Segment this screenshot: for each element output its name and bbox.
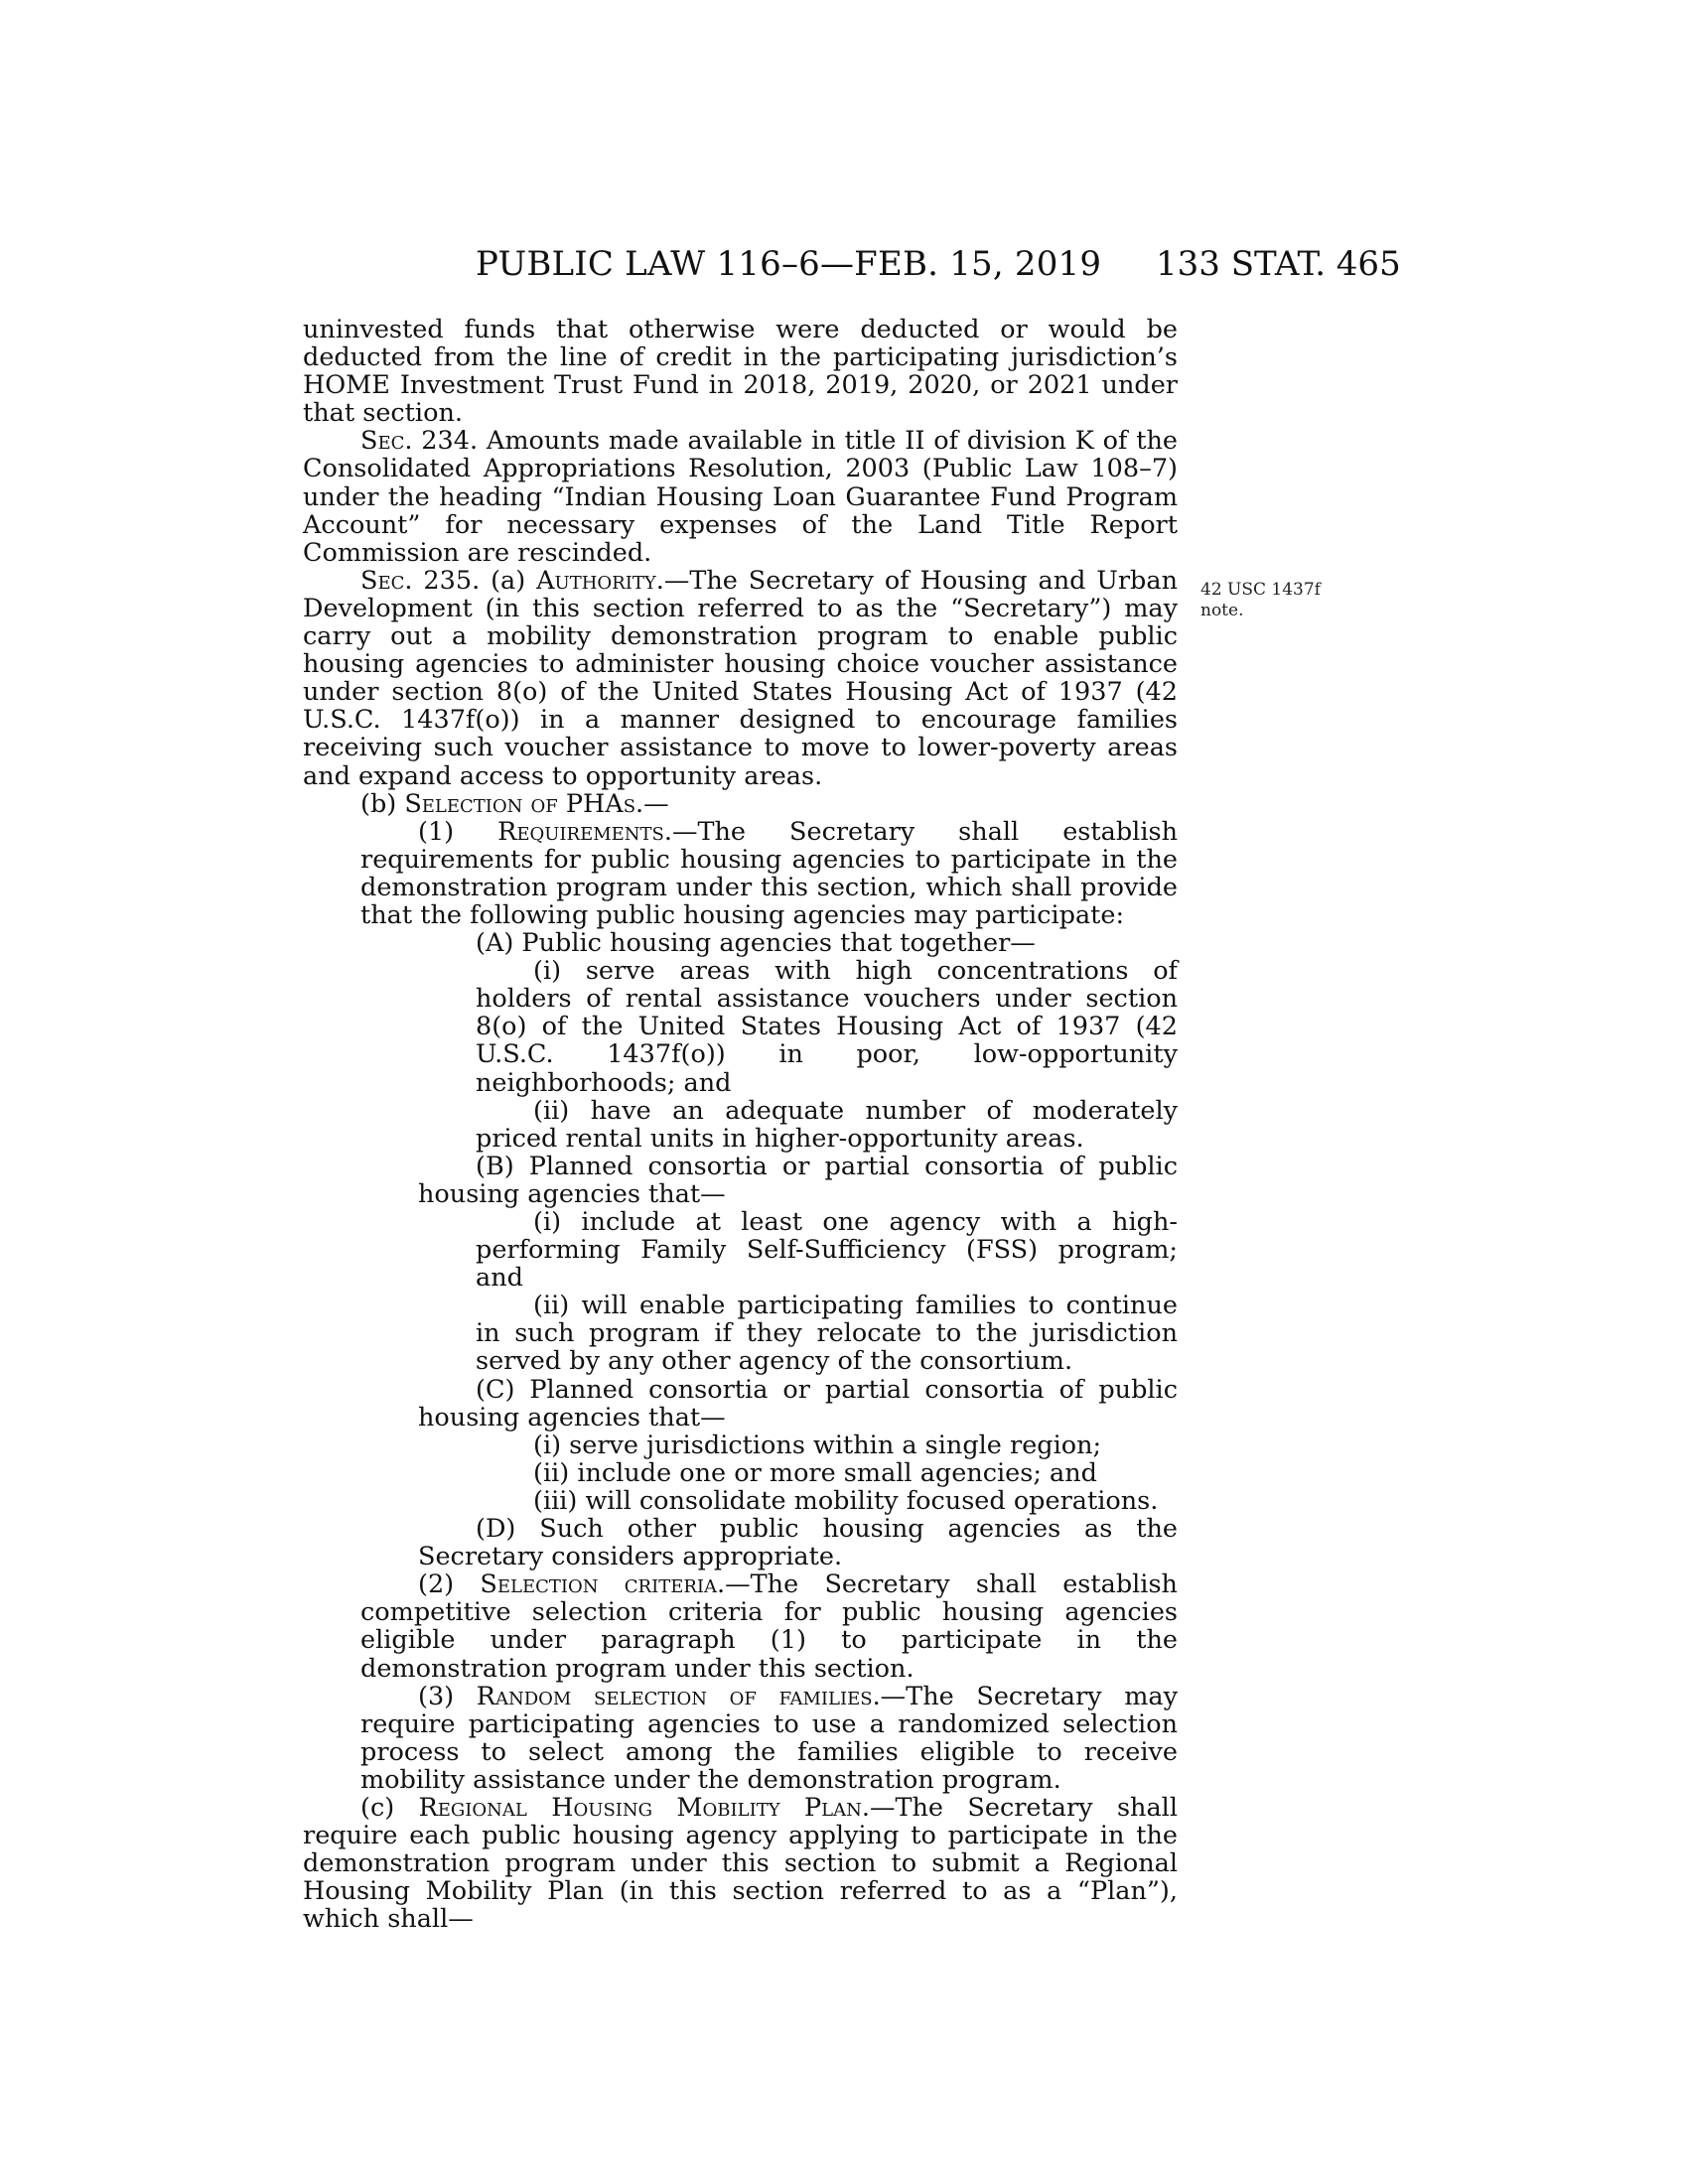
paragraph-text: .—The Secretary may require participating agencies to use a randomized selection process to select among the families eligible to receive mobility assistance under the demonstration program.: [360, 1681, 1178, 1795]
subsection-number: (b): [360, 788, 405, 819]
paragraph-number: (2): [418, 1570, 481, 1600]
clause-B-i: (i) include at least one agency with a high-performing Family Self-Sufficiency (FSS) program; and: [476, 1207, 1178, 1294]
paragraph-heading: Requirements: [497, 816, 664, 847]
subsection-number: (a): [480, 565, 537, 596]
subsection-number: (c): [360, 1792, 419, 1823]
section-text: Amounts made available in title II of division K of the Consolidated Appropriations Resolution, 2003 (Public Law 108–7) under the heading “Indian Housing Loan Guarantee Fund Program Account” for necessary expenses of the Land Title Report Commission are rescinded.: [303, 426, 1178, 568]
paragraph-continuation: uninvested funds that otherwise were deducted or would be deducted from the line of credit in the participating jurisdiction’s HOME Investment Trust Fund in 2018, 2019, 2020, or 2021 under that section.: [303, 315, 1178, 429]
subsection-text: .—The Secretary shall require each public housing agency applying to participate in the demonstration program under this section to submit a Regional Housing Mobility Plan (in this section referred to as a “Plan”), which shall—: [303, 1792, 1178, 1935]
section-234: [303, 427, 1178, 566]
subsection-heading: Selection of PHAs: [404, 788, 636, 819]
clause-C-iii: (iii) will consolidate mobility focused operations.: [533, 1485, 1159, 1516]
margin-note: [1200, 580, 1349, 621]
clause-B-ii: (ii) will enable participating families to continue in such program if they relocate to the jurisdiction served by any other agency of the consortium.: [476, 1291, 1178, 1377]
paragraph-heading: Random selection of families: [476, 1681, 873, 1711]
clause-C-i: (i) serve jurisdictions within a single region;: [533, 1430, 1102, 1460]
paragraph-b3: [360, 1683, 1178, 1794]
running-head-title: PUBLIC LAW 116–6—FEB. 15, 2019: [476, 244, 1102, 284]
subparagraph-D: (D) Such other public housing agencies as the Secretary considers appropriate.: [418, 1514, 1178, 1572]
section-label: Sec. 234.: [360, 426, 479, 457]
subsection-text: .—The Secretary of Housing and Urban Development (in this section referred to as the “Secretary”) may carry out a mobility demonstration program to enable public housing agencies to administer housing choice voucher assistance under section 8(o) of the United States Housing Act of 1937 (42 U.S.C. 1437f(o)) in a manner designed to encourage families receiving such voucher assistance to move to lower-poverty areas and expand access to opportunity areas.: [303, 565, 1178, 791]
subparagraph-B: (B) Planned consortia or partial consortia of public housing agencies that—: [418, 1151, 1178, 1209]
subsection-b: [303, 790, 1178, 818]
page-stat-number: 133 STAT. 465: [1156, 244, 1401, 284]
clause-C-ii: (ii) include one or more small agencies; and: [533, 1457, 1097, 1488]
subsection-c: [303, 1794, 1178, 1933]
subparagraph-C: (C) Planned consortia or partial consortia of public housing agencies that—: [418, 1374, 1178, 1433]
section-235-a: [303, 567, 1178, 790]
paragraph-text: .—The Secretary shall establish requirements for public housing agencies to participate in the demonstration program under this section, which shall provide that the following public housing agencies may participate:: [360, 816, 1178, 930]
body-text: [303, 316, 1178, 1933]
clause-A-ii: (ii) have an adequate number of moderately priced rental units in higher-opportunity areas.: [476, 1095, 1178, 1154]
section-label: Sec. 235.: [360, 565, 481, 596]
margin-note-label: note.: [1200, 601, 1244, 620]
paragraph-b2: [360, 1570, 1178, 1682]
clause-A-i: (i) serve areas with high concentrations of holders of rental assistance vouchers under section 8(o) of the United States Housing Act of 1937 (42 U.S.C. 1437f(o)) in poor, low-opportunity neighborhoods; and: [476, 956, 1178, 1098]
paragraph-heading: Selection criteria: [480, 1570, 718, 1600]
paragraph-b1: [360, 818, 1178, 929]
subsection-heading: Authority: [536, 565, 656, 596]
paragraph-text: .—The Secretary shall establish competitive selection criteria for public housing agencies eligible under paragraph (1) to participate in the demonstration program under this section.: [360, 1570, 1178, 1684]
subparagraph-A: (A) Public housing agencies that together—: [476, 928, 1036, 959]
paragraph-number: (3): [418, 1681, 477, 1711]
subsection-text: .—: [635, 788, 669, 819]
subsection-heading: Regional Housing Mobility Plan: [418, 1792, 862, 1823]
paragraph-number: (1): [418, 816, 498, 847]
margin-note-citation: 42 USC 1437f: [1200, 580, 1321, 600]
